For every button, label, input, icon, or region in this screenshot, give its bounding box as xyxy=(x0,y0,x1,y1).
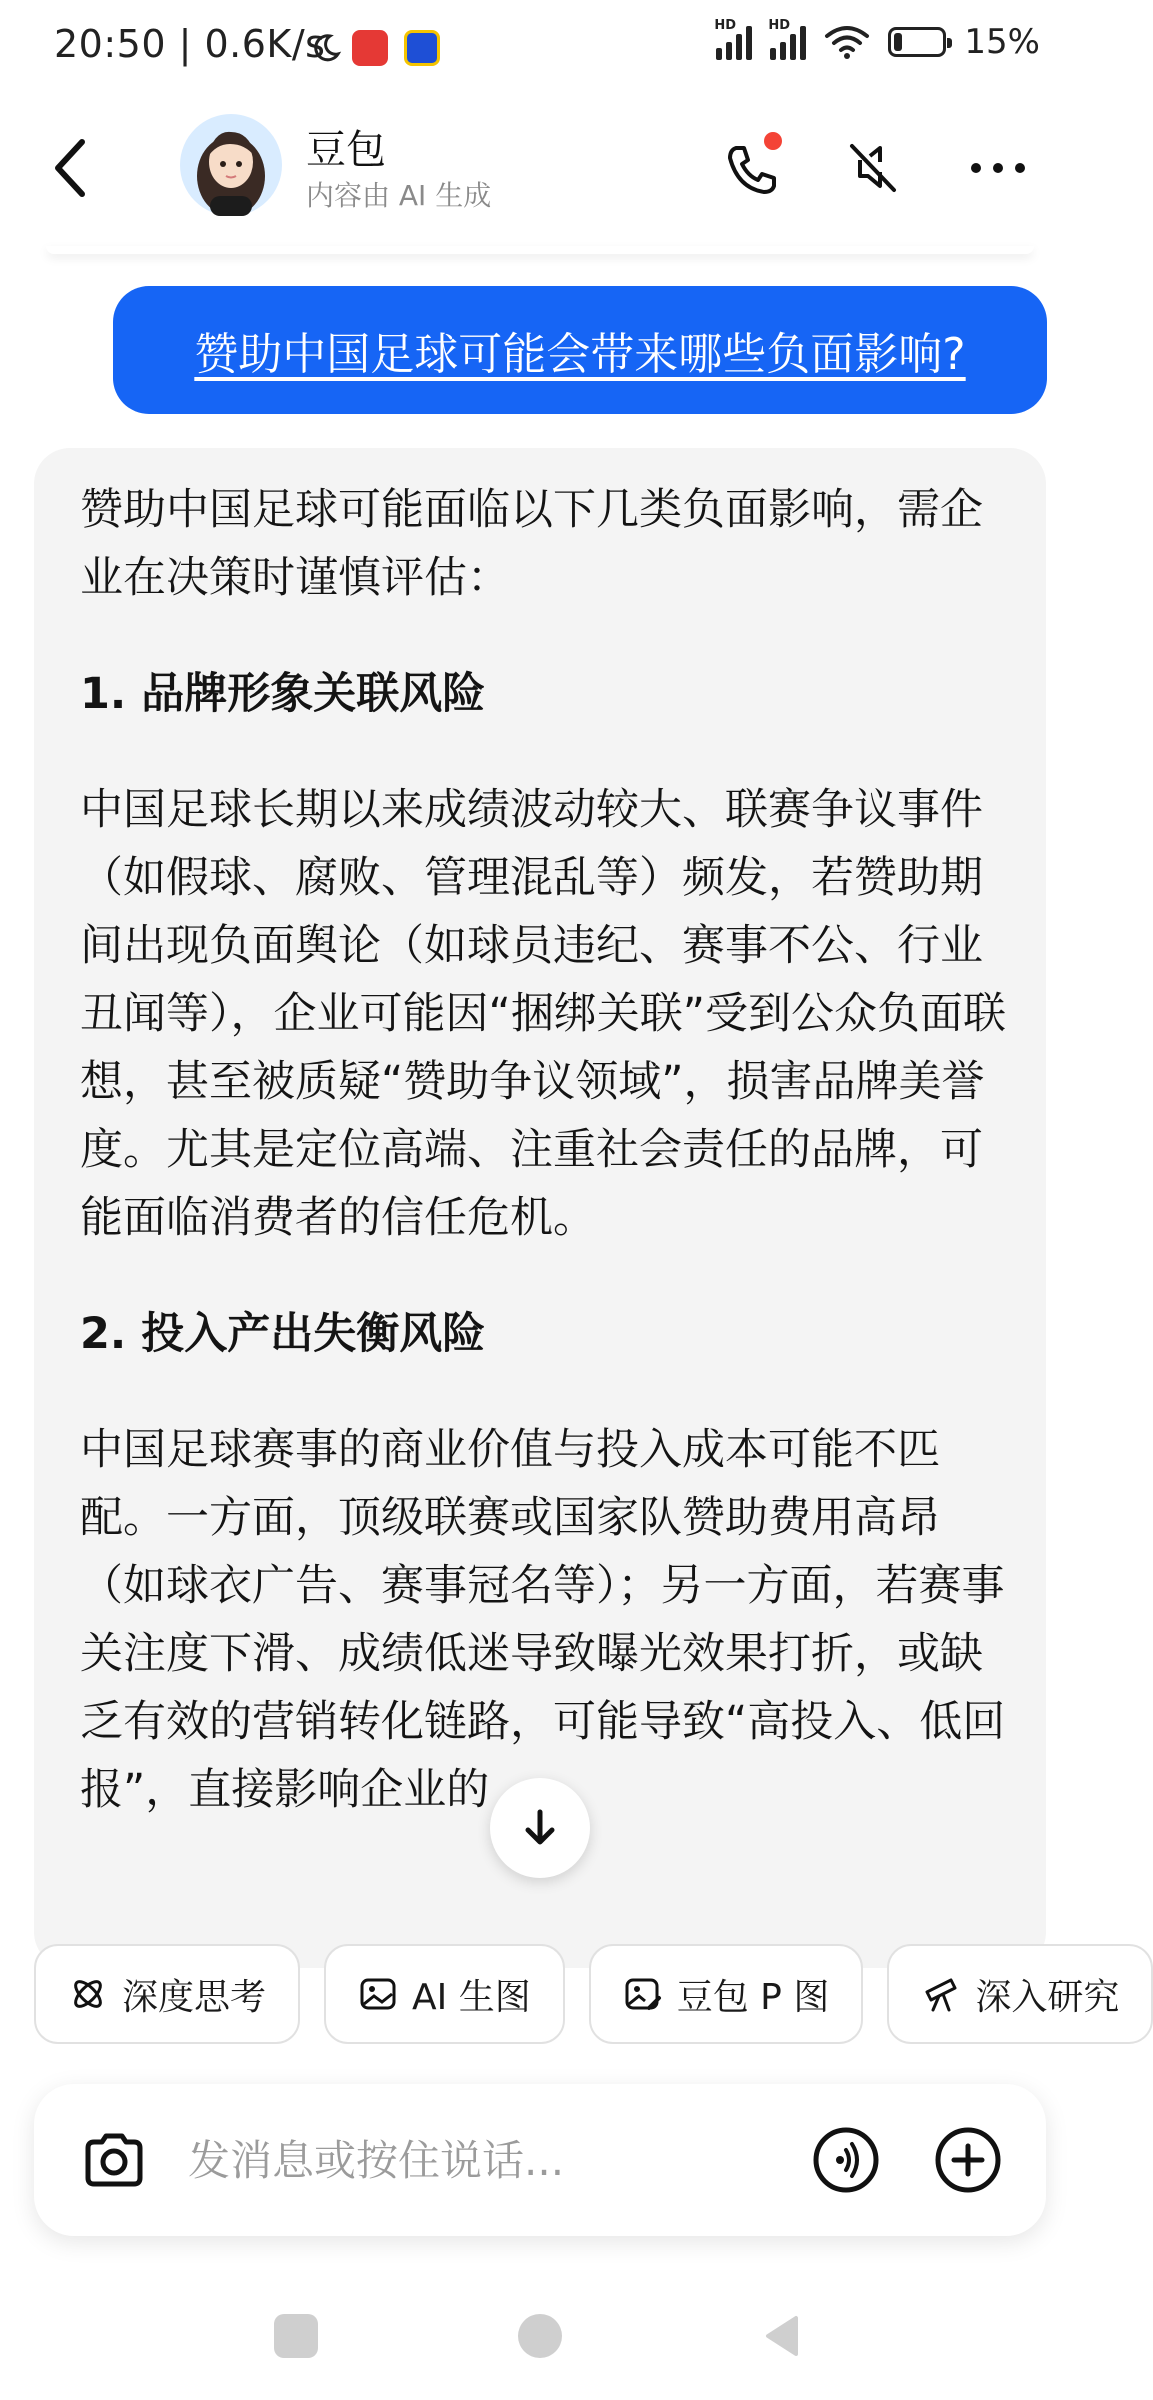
app-notification-icon xyxy=(352,30,388,66)
moon-icon xyxy=(308,30,344,66)
chip-doubao-p-image[interactable] xyxy=(589,1944,864,2044)
arrow-down-icon xyxy=(518,1806,562,1850)
ai-message-content xyxy=(80,476,1020,1872)
status-right xyxy=(714,18,1040,62)
back-icon[interactable] xyxy=(42,128,102,208)
chat-title: 豆包 xyxy=(306,127,386,173)
section-heading: 2. 投入产出失衡风险 xyxy=(80,1309,486,1359)
section-body: 中国足球长期以来成绩波动较大、联赛争议事件（如假球、腐败、管理混乱等）频发，若赞助期间出现负面舆论（如球员违纪、赛事不公、行业丑闻等），企业可能因“捆绑关联”受到公众负面联想，甚至被质疑“赞助争议领域”，损害品牌美誉度。尤其是定位高端、注重社会责任的品牌，可能面临消费者的信任危机。 xyxy=(80,785,1007,1243)
image-edit-icon xyxy=(623,1974,663,2014)
ai-message-bubble[interactable] xyxy=(34,448,1046,1968)
status-time: 20:50 | 0.6K/s xyxy=(54,22,326,66)
home-button[interactable] xyxy=(518,2314,562,2358)
ai-intro: 赞助中国足球可能面临以下几类负面影响，需企业在决策时谨慎评估： xyxy=(80,485,983,603)
scroll-to-bottom-button[interactable] xyxy=(490,1778,590,1878)
chat-header xyxy=(0,96,1080,246)
chip-deep-research[interactable] xyxy=(887,1944,1153,2044)
message-input[interactable]: 发消息或按住说话... xyxy=(188,2136,565,2185)
atom-icon xyxy=(68,1974,108,2014)
section-heading: 1. 品牌形象关联风险 xyxy=(80,669,486,719)
app-notification-icon-2 xyxy=(404,30,440,66)
chip-deep-think[interactable] xyxy=(34,1944,300,2044)
signal-icon: HD xyxy=(716,24,752,60)
more-icon[interactable] xyxy=(962,132,1034,204)
previous-message-edge xyxy=(46,246,1034,254)
message-input-bar xyxy=(34,2084,1046,2236)
signal-icon-2: HD xyxy=(770,24,806,60)
conversation[interactable] xyxy=(0,246,1080,1910)
chip-label: AI 生图 xyxy=(412,1976,531,2018)
voice-call-icon[interactable] xyxy=(810,2124,882,2196)
status-bar xyxy=(0,0,1080,96)
chat-subtitle: 内容由 AI 生成 xyxy=(306,179,492,212)
telescope-icon xyxy=(921,1974,961,2014)
image-icon xyxy=(358,1974,398,2014)
battery-percent: 15% xyxy=(964,22,1040,62)
chip-ai-image[interactable] xyxy=(324,1944,565,2044)
user-message-bubble[interactable]: 赞助中国足球可能会带来哪些负面影响? xyxy=(113,286,1047,414)
battery-icon xyxy=(888,27,946,57)
recent-apps-button[interactable] xyxy=(274,2314,318,2358)
phone-call-icon[interactable] xyxy=(716,132,788,204)
back-nav-button[interactable] xyxy=(760,2314,804,2358)
wifi-icon xyxy=(824,24,870,60)
quick-action-chips xyxy=(34,1944,1153,2048)
chip-label: 豆包 P 图 xyxy=(676,1976,830,2018)
avatar[interactable] xyxy=(180,114,282,216)
chip-label: 深度思考 xyxy=(122,1976,267,2018)
notification-dot xyxy=(764,132,782,150)
camera-icon[interactable] xyxy=(78,2124,150,2196)
mute-icon[interactable] xyxy=(836,132,908,204)
plus-icon[interactable] xyxy=(932,2124,1004,2196)
chip-label: 深入研究 xyxy=(975,1976,1120,2018)
section-body: 中国足球赛事的商业价值与投入成本可能不匹配。一方面，顶级联赛或国家队赞助费用高昂（如球衣广告、赛事冠名等）；另一方面，若赛事关注度下滑、成绩低迷导致曝光效果打折，或缺乏有效的营销转化链路，可能导致“高投入、低回报”，直接影响企业的 xyxy=(80,1425,1006,1815)
system-nav-bar xyxy=(0,2290,1080,2400)
